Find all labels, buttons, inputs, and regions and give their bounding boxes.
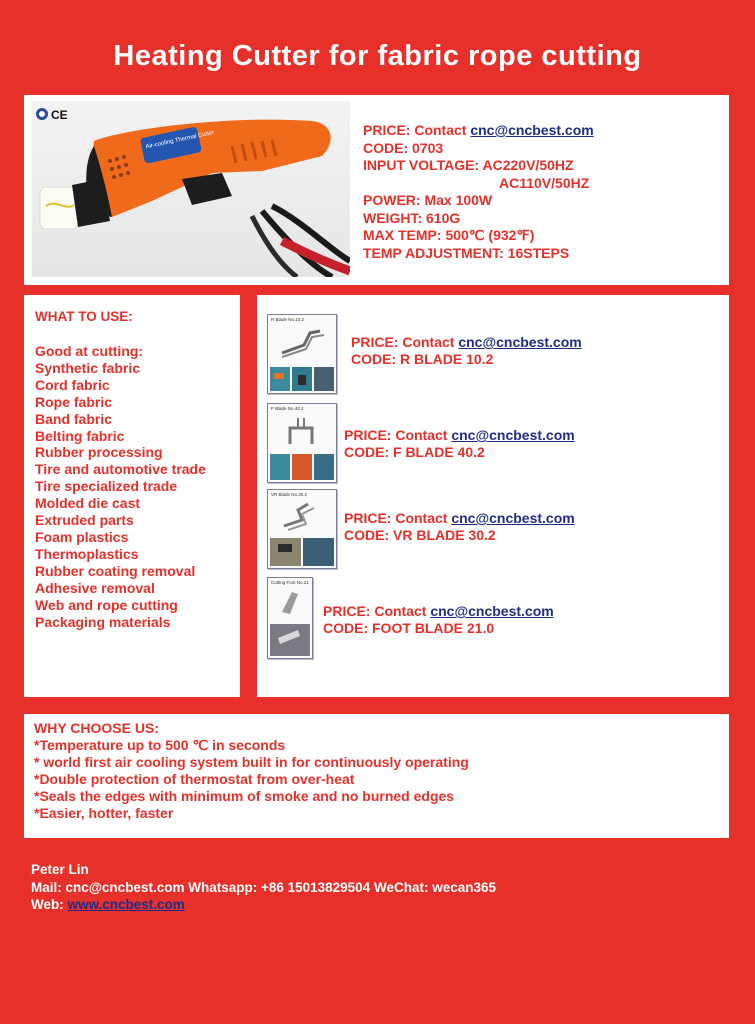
use-item: Rubber coating removal	[35, 562, 196, 579]
blade-caption: R Blade No.10.2	[271, 317, 305, 322]
use-item: Web and rope cutting	[35, 596, 178, 613]
why-item: *Easier, hotter, faster	[34, 805, 174, 821]
temp-adjust-spec: TEMP ADJUSTMENT: 16STEPS	[363, 244, 570, 261]
blade-email-link[interactable]: cnc@cncbest.com	[458, 334, 582, 350]
contact-mail-line: Mail: cnc@cncbest.com Whatsapp: +86 15013829504 WeChat: wecan365	[31, 879, 496, 895]
blade-price-label: PRICE: Contact	[344, 427, 452, 443]
use-item: Packaging materials	[35, 613, 171, 630]
product-specs	[363, 122, 723, 262]
power-spec: POWER: Max 100W	[363, 192, 493, 208]
what-to-use-panel	[24, 295, 240, 697]
use-item: Band fabric	[35, 410, 113, 427]
product-code: CODE: 0703	[363, 139, 444, 156]
why-item: *Seals the edges with minimum of smoke and no burned edges	[34, 788, 455, 804]
contact-web-line	[31, 896, 496, 914]
blade-image-f	[267, 403, 337, 483]
use-list	[35, 343, 206, 630]
blade-code: CODE: VR BLADE 30.2	[344, 527, 496, 543]
why-choose-list	[34, 720, 469, 822]
use-item: Synthetic fabric	[35, 359, 141, 376]
website-link[interactable]: www.cncbest.com	[67, 897, 185, 912]
price-email-link[interactable]: cnc@cncbest.com	[470, 122, 594, 138]
blade-info-foot	[323, 603, 554, 637]
product-photo	[32, 101, 350, 277]
use-item: Tire specialized trade	[35, 478, 178, 495]
blade-email-link[interactable]: cnc@cncbest.com	[451, 427, 575, 443]
why-item: *Temperature up to 500 ℃ in seconds	[34, 737, 286, 753]
page-title: Heating Cutter for fabric rope cutting	[113, 40, 642, 72]
blade-info-vr	[344, 510, 575, 544]
blade-panel	[257, 295, 729, 697]
why-item: *Double protection of thermostat from over-heat	[34, 771, 355, 787]
use-item: Rubber processing	[35, 444, 163, 461]
use-item: Adhesive removal	[35, 579, 155, 596]
product-price	[363, 122, 723, 140]
use-item: Tire and automotive trade	[35, 461, 206, 478]
use-item: Cord fabric	[35, 376, 110, 393]
blade-image-foot	[267, 577, 313, 659]
weight-spec: WEIGHT: 610G	[363, 209, 461, 226]
tool-label: Air-cooling Thermal Cutter	[145, 129, 215, 151]
why-item: * world first air cooling system built in for continuously operating	[34, 754, 469, 770]
input-voltage: INPUT VOLTAGE: AC220V/50HZ	[363, 157, 574, 173]
use-item: Extruded parts	[35, 512, 134, 529]
blade-price-label: PRICE: Contact	[351, 334, 459, 350]
use-item: Molded die cast	[35, 495, 141, 512]
blade-info-r	[351, 334, 582, 368]
what-to-use-heading: WHAT TO USE:	[35, 309, 133, 324]
blade-caption: F Blade No.40.2	[271, 406, 304, 411]
blade-price-label: PRICE: Contact	[344, 510, 452, 526]
blade-email-link[interactable]: cnc@cncbest.com	[430, 603, 554, 619]
blade-email-link[interactable]: cnc@cncbest.com	[451, 510, 575, 526]
use-item: Rope fabric	[35, 393, 113, 410]
use-item: Belting fabric	[35, 427, 125, 444]
certification-logo	[36, 108, 68, 122]
price-label: PRICE: Contact	[363, 122, 471, 138]
contact-name: Peter Lin	[31, 862, 89, 877]
contact-info	[31, 861, 496, 914]
blade-info-f	[344, 427, 575, 461]
blade-image-r	[267, 314, 337, 394]
use-item: Good at cutting:	[35, 343, 144, 359]
blade-code: CODE: F BLADE 40.2	[344, 444, 485, 460]
web-label: Web:	[31, 897, 68, 912]
ce-mark: CE	[51, 108, 68, 122]
why-choose-panel	[24, 714, 729, 838]
use-item: Foam plastics	[35, 528, 129, 545]
blade-price-label: PRICE: Contact	[323, 603, 431, 619]
blade-caption: Cutting Foot No.21	[271, 580, 309, 585]
input-voltage-alt: AC110V/50HZ	[499, 174, 590, 191]
heating-cutter-image	[32, 101, 350, 277]
use-item: Thermoplastics	[35, 545, 139, 562]
product-panel	[24, 95, 729, 285]
max-temp-spec: MAX TEMP: 500℃ (932℉)	[363, 227, 535, 243]
blade-caption: VR Blade No.30.2	[271, 492, 308, 497]
why-choose-heading: WHY CHOOSE US:	[34, 720, 159, 736]
blade-code: CODE: FOOT BLADE 21.0	[323, 620, 495, 636]
blade-code: CODE: R BLADE 10.2	[351, 351, 494, 367]
blade-image-vr	[267, 489, 337, 569]
